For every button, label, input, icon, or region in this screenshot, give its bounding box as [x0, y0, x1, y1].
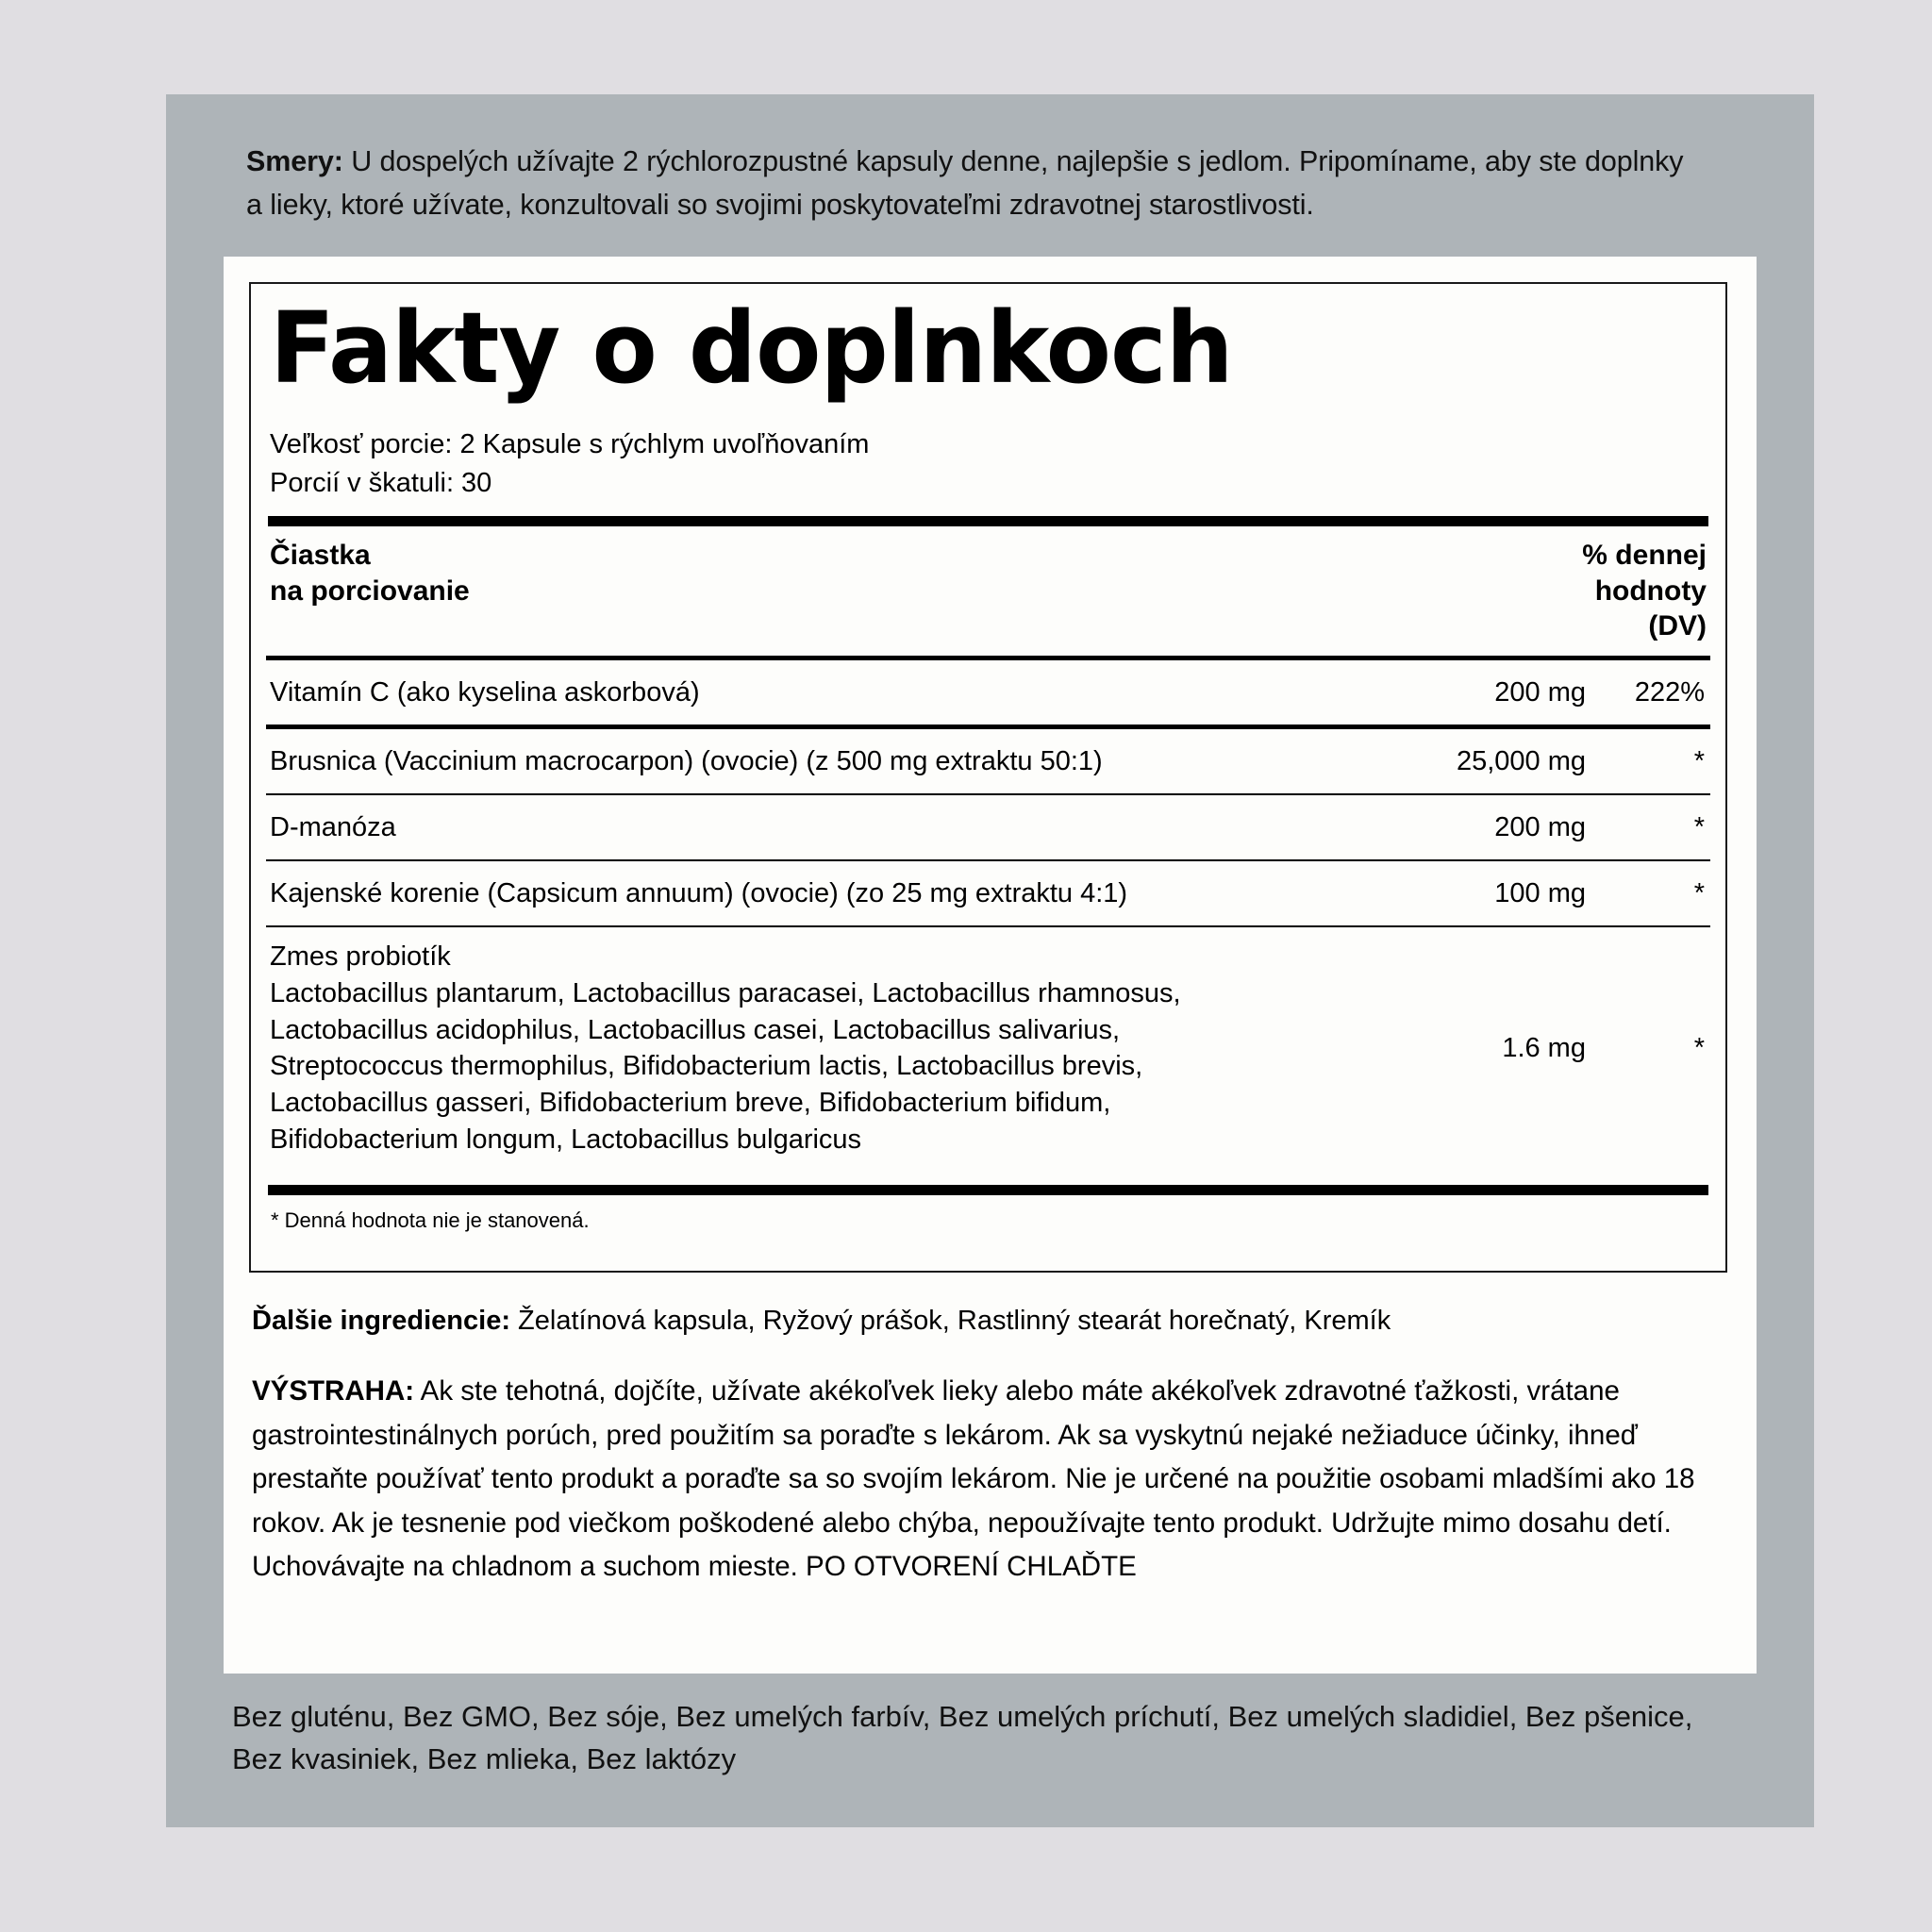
blend-title: Zmes probiotík	[270, 941, 451, 972]
warning-label: VÝSTRAHA:	[252, 1375, 415, 1407]
blend-dv: *	[1586, 926, 1710, 1172]
rule-heavy-top	[268, 516, 1708, 526]
free-from-claims: Bez gluténu, Bez GMO, Bez sóje, Bez umelých farbív, Bez umelých príchutí, Bez umelých sladidiel, Bez pšenice, Bez kvasiniek, Bez mlieka, Bez laktózy	[232, 1700, 1693, 1775]
ingredient-dv: *	[1586, 794, 1710, 860]
ingredient-dv: *	[1586, 726, 1710, 794]
directions-text: U dospelých užívajte 2 rýchlorozpustné kapsuly denne, najlepšie s jedlom. Pripomíname, aby ste doplnky a lieky, ktoré užívate, konzultovali so svojimi poskytovateľmi zdravotnej starostlivosti.	[246, 145, 1684, 222]
header-amount-line2: na porciovanie	[270, 575, 470, 607]
table-header-row	[266, 526, 1710, 658]
servings-per-container: Porcií v škatuli: 30	[270, 468, 492, 499]
warning-block	[252, 1370, 1719, 1590]
blend-line: Lactobacillus acidophilus, Lactobacillus casei, Lactobacillus salivarius,	[270, 1014, 1121, 1045]
blend-line: Streptococcus thermophilus, Bifidobacterium lactis, Lactobacillus brevis,	[270, 1051, 1143, 1082]
ingredient-amount: 200 mg	[1350, 658, 1586, 726]
directions-block	[246, 140, 1704, 227]
other-ingredients-label: Ďalšie ingrediencie:	[252, 1306, 510, 1336]
table-row-blend	[266, 926, 1710, 1172]
ingredient-dv: 222%	[1586, 658, 1710, 726]
supplement-facts-table	[266, 526, 1710, 1172]
dv-footnote: * Denná hodnota nie je stanovená.	[271, 1208, 590, 1233]
label-content-panel	[224, 257, 1757, 1674]
directions-label: Smery:	[246, 145, 343, 177]
serving-info	[270, 425, 1710, 503]
ingredient-amount: 200 mg	[1350, 794, 1586, 860]
header-amount-cell	[266, 526, 1350, 658]
supplement-facts-box	[249, 282, 1727, 1273]
serving-size: Veľkosť porcie: 2 Kapsule s rýchlym uvoľňovaním	[270, 429, 870, 459]
ingredient-amount: 25,000 mg	[1350, 726, 1586, 794]
blend-line: Lactobacillus gasseri, Bifidobacterium breve, Bifidobacterium bifidum,	[270, 1088, 1111, 1119]
ingredient-name: Kajenské korenie (Capsicum annuum) (ovocie) (zo 25 mg extraktu 4:1)	[266, 860, 1350, 926]
header-amount-line1: Čiastka	[270, 540, 371, 572]
other-ingredients-block	[252, 1302, 1724, 1341]
table-row	[266, 726, 1710, 794]
blend-line: Lactobacillus plantarum, Lactobacillus paracasei, Lactobacillus rhamnosus,	[270, 977, 1181, 1008]
ingredient-name: Brusnica (Vaccinium macrocarpon) (ovocie) (z 500 mg extraktu 50:1)	[266, 726, 1350, 794]
blend-line: Bifidobacterium longum, Lactobacillus bulgaricus	[270, 1124, 862, 1156]
ingredient-name: D-manóza	[266, 794, 1350, 860]
ingredient-name: Vitamín C (ako kyselina askorbová)	[266, 658, 1350, 726]
rule-heavy-bottom	[268, 1185, 1708, 1195]
ingredient-amount: 100 mg	[1350, 860, 1586, 926]
table-row	[266, 658, 1710, 726]
ingredient-dv: *	[1586, 860, 1710, 926]
other-ingredients-text: Želatínová kapsula, Ryžový prášok, Rastlinný stearát horečnatý, Kremík	[510, 1306, 1391, 1336]
product-panel	[166, 94, 1814, 1827]
warning-text: Ak ste tehotná, dojčíte, užívate akékoľvek lieky alebo máte akékoľvek zdravotné ťažkosti, vrátane gastrointestinálnych porúch, pred použitím sa poraďte s lekárom. Ak sa vyskytnú nejaké nežiaduce účinky, ihneď prestaňte používať tento produkt a poraďte sa so svojím lekárom. Nie je určené na použitie osobami mladšími ako 18 rokov. Ak je tesnenie pod viečkom poškodené alebo chýba, nepoužívajte tento produkt. Udržujte mimo dosahu detí. Uchovávajte na chladnom a suchom mieste. PO OTVORENÍ CHLAĎTE	[252, 1375, 1695, 1583]
blend-amount: 1.6 mg	[1350, 926, 1586, 1172]
header-dv-cell	[1350, 526, 1710, 658]
header-dv-line3: (DV)	[1648, 610, 1707, 642]
header-dv-line1: % dennej	[1582, 540, 1707, 572]
blend-cell	[266, 926, 1350, 1172]
table-row	[266, 794, 1710, 860]
table-row	[266, 860, 1710, 926]
header-dv-line2: hodnoty	[1594, 575, 1707, 607]
supplement-facts-title: Fakty o doplnkoch	[270, 291, 1233, 406]
